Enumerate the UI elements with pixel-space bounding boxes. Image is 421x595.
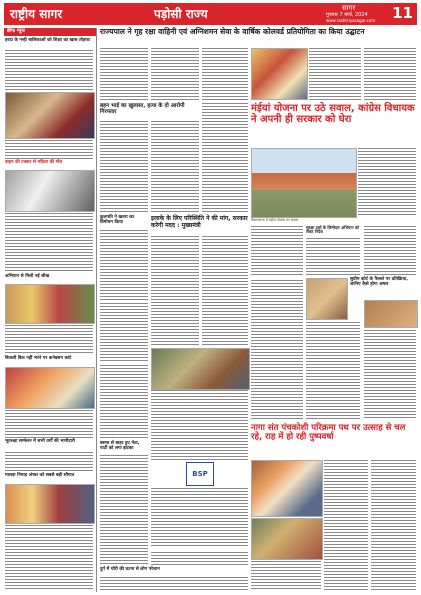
- gathering-photo: [5, 484, 95, 524]
- article-body: [151, 48, 199, 100]
- article-body: [151, 390, 248, 460]
- article-body: [100, 48, 148, 100]
- article-body: [151, 488, 248, 548]
- left-headline-6: मालवा निमाड़ अंचल को सबसे बड़ी सौगात: [5, 473, 75, 478]
- bottom-headline: दुर्ग में चोरी की घटना से लोग परेशान: [100, 567, 160, 572]
- article-body: [306, 322, 360, 420]
- column-divider: [96, 28, 97, 592]
- article-body: [5, 50, 93, 90]
- article-body: [364, 330, 416, 420]
- area-headline: इलाके के लिए परिस्थिति ने की मांग, सरकार करेगी मदद : मुख्यमंत्री: [151, 215, 248, 229]
- article-body: [100, 455, 148, 565]
- main-headline: मंईयां योजना पर उठे सवाल, कांग्रेस विधायक ने अपनी ही सरकार को घेरा: [251, 103, 415, 125]
- page-number: 11: [392, 4, 413, 22]
- lead-headline: राज्यपाल ने गृह रक्षा वाहिनी एवं अग्निशमन सेवा के वार्षिक कोलवर्ड प्रतियोगिता का किया उद्घाटन: [100, 27, 365, 36]
- section-title: पड़ोसी राज्य: [154, 7, 208, 21]
- article-body: [202, 48, 248, 100]
- article-body: [5, 140, 93, 160]
- accident-photo: [5, 170, 95, 212]
- article-body: [202, 236, 248, 346]
- main-photo-caption: विधानसभा में मंईयां योजना पर सवाल: [251, 218, 299, 222]
- official-photo: [364, 300, 418, 328]
- left-headline-3: अभियान से मिली नई सीख: [5, 274, 50, 279]
- article-body: [309, 48, 361, 100]
- sadhu-photo: [251, 518, 323, 560]
- assembly-photo: [251, 148, 357, 218]
- campaign-photo: [5, 284, 95, 324]
- article-body: [5, 452, 93, 472]
- procession-photo: [251, 460, 323, 517]
- article-body: [5, 525, 93, 590]
- article-body: [100, 230, 148, 300]
- governor-photo: [251, 48, 308, 100]
- article-body: [364, 226, 416, 276]
- article-body: [151, 552, 248, 566]
- bsp-logo: BSP: [186, 462, 214, 486]
- site-url: www.rashtriyasagar.com: [326, 18, 376, 23]
- left-headline-1: हरदा के नन्ही बालिकाओं को शिक्षा का खास तोहफा: [5, 38, 90, 43]
- city-name: सागर: [342, 4, 356, 12]
- article-body: [251, 561, 321, 590]
- side-story-headline: सुप्रीम कोर्ट के फैसले पर प्रतिक्रिया, जानिए कैसे होगा अमल: [350, 277, 408, 287]
- article-body: [5, 213, 93, 273]
- article-body: [358, 148, 416, 216]
- article-body: [100, 121, 148, 213]
- article-body: [151, 121, 199, 213]
- naga-headline: नागा संत पंचकोशी परिक्रमा पथ पर उत्साह से चल रहे, राह में हो रही पुष्पवर्षा: [251, 423, 406, 443]
- article-body: [100, 303, 148, 363]
- issue-date: गुरुवार 7 मार्च, 2024: [326, 12, 368, 18]
- article-body: [5, 410, 93, 438]
- brand-name: राष्ट्रीय सागर: [10, 7, 63, 21]
- rally-photo: [151, 348, 250, 390]
- masthead: [4, 3, 417, 25]
- article-body: [100, 365, 148, 440]
- left-headline-2: वाहन की टक्कर से महिला की मौत: [5, 160, 63, 165]
- article-body: [324, 460, 368, 590]
- bsp-headline: बसपा से बाहर हुए नेता, पार्टी को लगा झटका: [100, 441, 140, 451]
- left-headline-4: बिजली बिल नहीं भरने पर कनेक्शन काटे: [5, 356, 72, 361]
- ceremony-photo: [5, 92, 95, 139]
- article-body: [251, 280, 303, 420]
- brief-news-label: ब्रीफ न्यूज: [4, 28, 97, 36]
- murder-headline: बहन भाई का खुलासा, हत्या के दो आरोपी गिरफ्तार: [100, 103, 185, 116]
- helmet-headline: कुलपति ने खतरा का विमोचन किया: [100, 215, 134, 225]
- article-body: [371, 460, 416, 590]
- right-story-headline: सुरक्षा दलों के जिम्मेदार अभियान को लेकर निर्देश: [306, 225, 360, 235]
- article-body: [151, 236, 199, 346]
- left-headline-5: भूतल्क्षा सम्मेलन में सभी वर्गों की भागीदारी: [5, 439, 75, 444]
- article-body: [251, 226, 303, 276]
- event-photo: [5, 367, 95, 409]
- article-body: [202, 103, 248, 213]
- portrait-photo: [306, 278, 348, 320]
- article-body: [364, 48, 416, 100]
- article-body: [5, 325, 93, 355]
- article-body: [100, 577, 248, 590]
- article-body: [306, 238, 360, 276]
